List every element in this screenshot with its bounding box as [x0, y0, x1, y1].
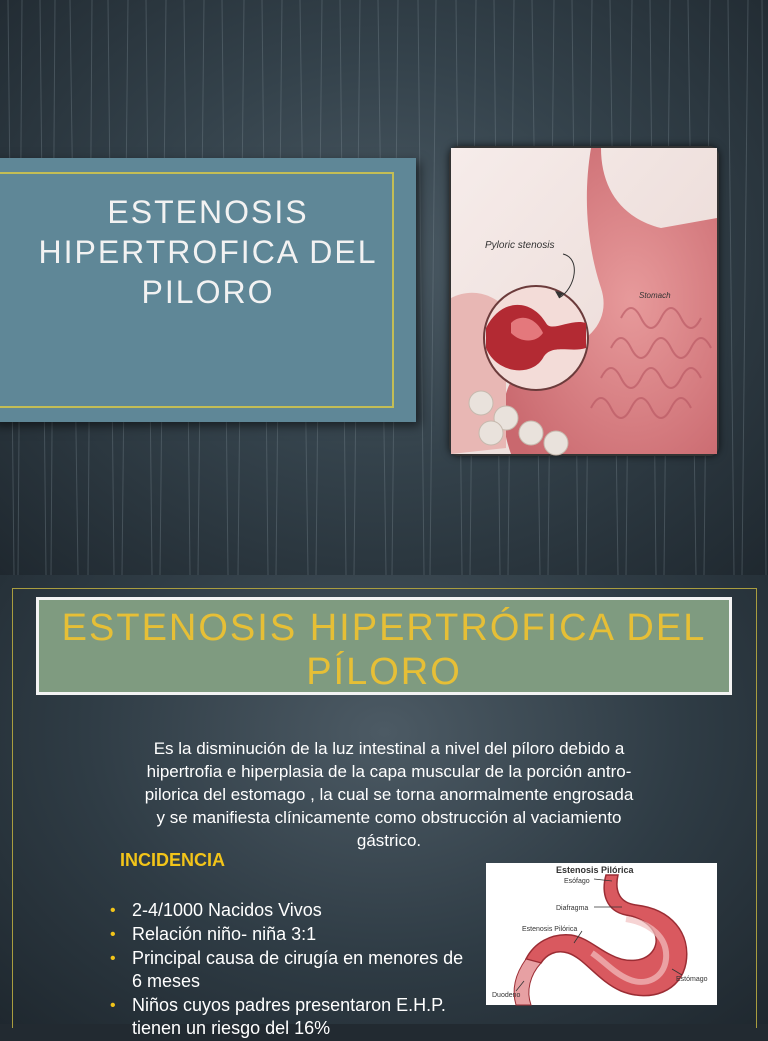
title-banner: [36, 597, 732, 695]
banner-title-line-2: PÍLORO: [306, 651, 462, 693]
list-item: • 2-4/1000 Nacidos Vivos: [110, 899, 470, 922]
duodenum-label: Duodeno: [492, 992, 521, 999]
list-item: • Principal causa de cirugía en menores de 6 meses: [110, 947, 470, 993]
stomach-diagram: [486, 863, 717, 1005]
description-line: Es la disminución de la luz intestinal a nivel del píloro debido a: [153, 739, 625, 758]
pyloric-stenosis-diagram-label: Estenosis Pilórica: [522, 926, 578, 933]
incidence-list: [110, 899, 470, 1041]
banner-title-line-1: ESTENOSIS HIPERTRÓFICA DEL: [61, 607, 707, 649]
incidence-heading: INCIDENCIA: [120, 850, 226, 870]
description-line: y se manifiesta clínicamente como obstrucción al vaciamiento: [156, 808, 622, 827]
description-line: gástrico.: [356, 831, 422, 850]
banner-title: [39, 606, 729, 694]
slide-title-line-2: HIPERTROFICA DEL: [38, 234, 378, 270]
stomach-diagram-label: Estómago: [676, 976, 708, 983]
description-line: hipertrofia e hiperplasia de la capa muscular de la porción antro-: [146, 762, 632, 781]
stomach-label: Stomach: [639, 291, 671, 300]
pyloric-stenosis-illustration: [449, 146, 719, 456]
esophagus-label: Esófago: [564, 878, 590, 885]
slide-title: [10, 192, 406, 312]
description-line: pilorica del estomago , la cual se torna anormalmente engrosada: [144, 785, 634, 804]
diagram-title: Estenosis Pilórica: [556, 865, 634, 875]
slide-title-line-1: ESTENOSIS: [107, 194, 309, 230]
slide-2: [0, 575, 768, 1038]
slide-title-line-3: PILORO: [141, 274, 275, 310]
description-paragraph: [104, 737, 674, 852]
pyloric-stenosis-label: Pyloric stenosis: [485, 240, 555, 251]
diaphragm-label: Diafragma: [556, 905, 589, 912]
list-item: • Niños cuyos padres presentaron E.H.P. tienen un riesgo del 16%: [110, 994, 470, 1040]
list-item: • Relación niño- niña 3:1: [110, 923, 470, 946]
